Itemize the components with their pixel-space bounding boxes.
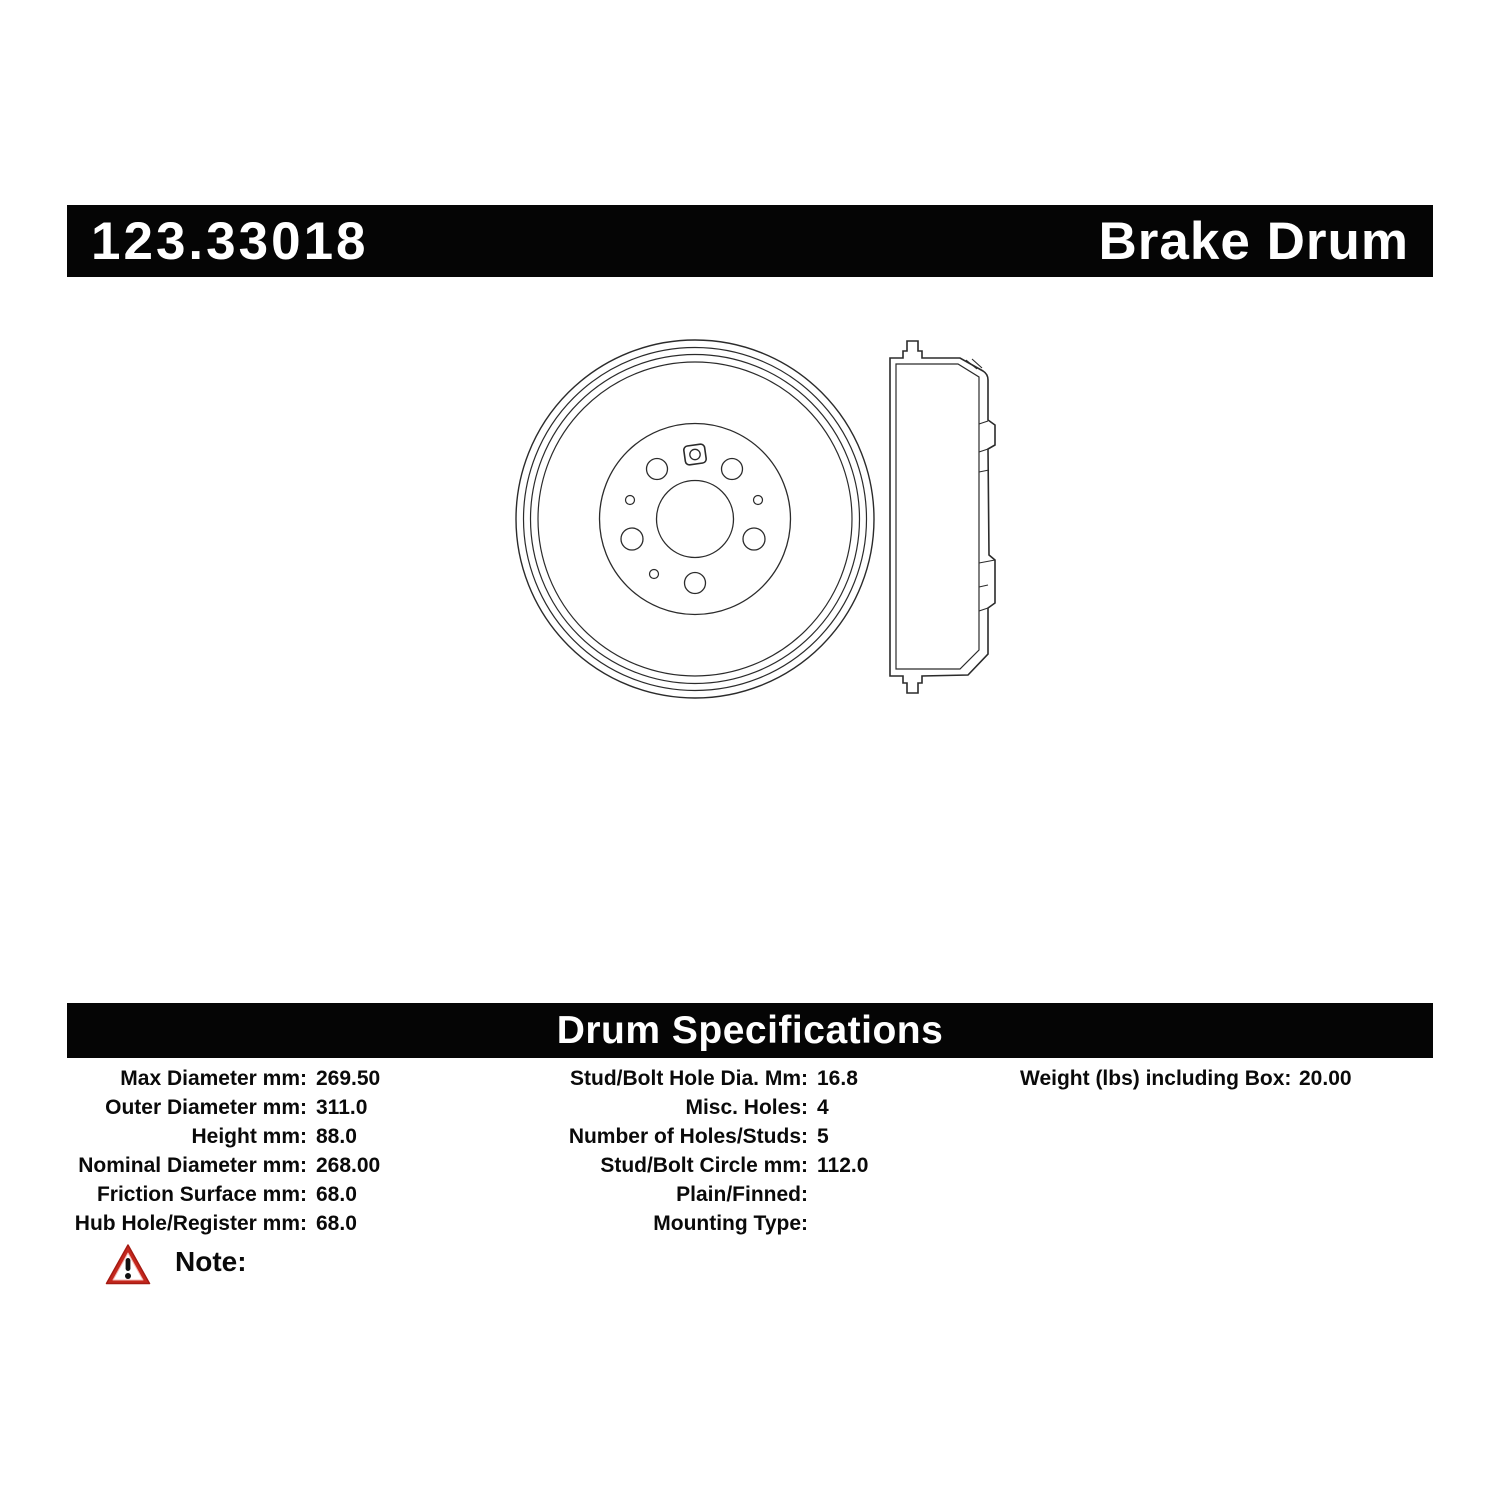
spec-label: Weight (lbs) including Box:	[1020, 1067, 1292, 1090]
note-label: Note:	[175, 1246, 247, 1277]
spec-section-title: Drum Specifications	[556, 1008, 944, 1052]
spec-value: 112.0	[817, 1154, 869, 1177]
spec-row	[540, 1122, 868, 1151]
part-number: 123.33018	[91, 211, 369, 271]
technical-drawing	[480, 318, 1010, 710]
lug-nut-icon	[683, 444, 706, 466]
spec-column-middle	[540, 1064, 868, 1238]
warning-triangle-icon	[103, 1241, 153, 1290]
spec-value: 88.0	[316, 1125, 357, 1148]
spec-row	[67, 1151, 380, 1180]
spec-row	[67, 1093, 380, 1122]
spec-value: 4	[817, 1096, 829, 1119]
spec-row	[540, 1064, 868, 1093]
spec-row	[67, 1209, 380, 1238]
product-name: Brake Drum	[1098, 211, 1409, 271]
spec-label: Max Diameter mm:	[120, 1067, 307, 1090]
spec-value: 68.0	[316, 1183, 357, 1206]
spec-row	[67, 1122, 380, 1151]
spec-label: Mounting Type:	[653, 1212, 808, 1235]
spec-row	[1020, 1064, 1352, 1093]
spec-label: Misc. Holes:	[685, 1096, 808, 1119]
spec-value: 5	[817, 1125, 829, 1148]
spec-label: Plain/Finned:	[676, 1183, 808, 1206]
header-bar	[67, 205, 1433, 277]
spec-label: Height mm:	[191, 1125, 307, 1148]
spec-value: 269.50	[316, 1067, 381, 1090]
spec-label: Hub Hole/Register mm:	[74, 1212, 307, 1235]
brake-drum-front-view-icon	[516, 340, 874, 698]
spec-label: Friction Surface mm:	[96, 1183, 307, 1206]
spec-label: Outer Diameter mm:	[105, 1096, 307, 1119]
spec-label: Stud/Bolt Hole Dia. Mm:	[570, 1067, 808, 1090]
spec-row	[67, 1180, 380, 1209]
spec-row	[67, 1064, 380, 1093]
spec-row	[540, 1151, 868, 1180]
brake-drum-side-profile-icon	[890, 341, 995, 693]
spec-row	[540, 1209, 868, 1238]
spec-section-bar	[67, 1003, 1433, 1058]
spec-value: 268.00	[316, 1154, 381, 1177]
spec-value: 68.0	[316, 1212, 357, 1235]
spec-value: 20.00	[1299, 1067, 1352, 1090]
spec-value: 311.0	[316, 1096, 368, 1119]
spec-label: Nominal Diameter mm:	[78, 1154, 307, 1177]
spec-label: Number of Holes/Studs:	[568, 1125, 808, 1148]
spec-value: 16.8	[817, 1067, 858, 1090]
spec-column-right	[1020, 1064, 1352, 1093]
spec-column-left	[67, 1064, 380, 1238]
spec-label: Stud/Bolt Circle mm:	[600, 1154, 808, 1177]
spec-row	[540, 1093, 868, 1122]
spec-row	[540, 1180, 868, 1209]
